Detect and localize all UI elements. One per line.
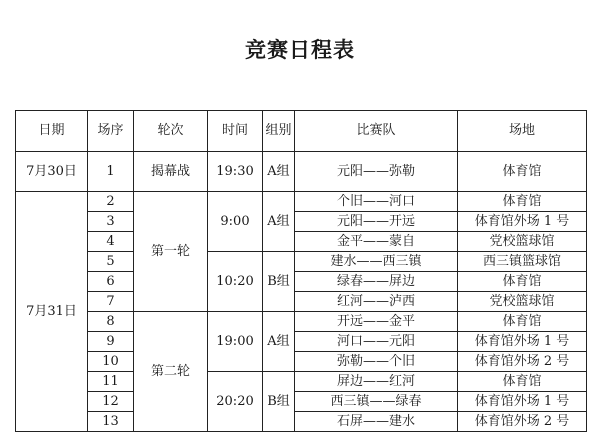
teams-cell: 屏边——红河 (295, 372, 458, 392)
teams-cell: 西三镇——绿春 (295, 392, 458, 412)
venue-cell: 体育馆外场 2 号 (458, 412, 587, 432)
teams-cell: 弥勒——个旧 (295, 352, 458, 372)
seq-cell: 6 (88, 272, 134, 292)
seq-cell: 1 (88, 152, 134, 192)
header-time: 时间 (208, 111, 263, 152)
date-cell: 7月30日 (16, 152, 88, 192)
venue-cell: 体育馆外场 1 号 (458, 392, 587, 412)
time-cell: 10:20 (208, 252, 263, 312)
table-row (16, 312, 587, 332)
header-row (16, 111, 587, 152)
schedule-table (15, 110, 587, 432)
seq-cell: 12 (88, 392, 134, 412)
teams-cell: 建水——西三镇 (295, 252, 458, 272)
table-row (16, 372, 587, 392)
seq-cell: 3 (88, 212, 134, 232)
header-date: 日期 (16, 111, 88, 152)
teams-cell: 元阳——弥勒 (295, 152, 458, 192)
header-teams: 比赛队 (295, 111, 458, 152)
time-cell: 19:00 (208, 312, 263, 372)
round-cell: 揭幕战 (134, 152, 208, 192)
seq-cell: 5 (88, 252, 134, 272)
seq-cell: 7 (88, 292, 134, 312)
venue-cell: 党校篮球馆 (458, 232, 587, 252)
table-row (16, 292, 587, 312)
header-round: 轮次 (134, 111, 208, 152)
table-row (16, 252, 587, 272)
teams-cell: 金平——蒙自 (295, 232, 458, 252)
teams-cell: 绿春——屏边 (295, 272, 458, 292)
table-row (16, 192, 587, 212)
table-row (16, 392, 587, 412)
group-cell: A组 (263, 152, 295, 192)
teams-cell: 个旧——河口 (295, 192, 458, 212)
table-row (16, 232, 587, 252)
time-cell: 9:00 (208, 192, 263, 252)
time-cell: 20:20 (208, 372, 263, 432)
venue-cell: 体育馆 (458, 372, 587, 392)
table-row (16, 212, 587, 232)
table-row (16, 412, 587, 432)
venue-cell: 体育馆外场 1 号 (458, 212, 587, 232)
teams-cell: 红河——泸西 (295, 292, 458, 312)
header-seq: 场序 (88, 111, 134, 152)
group-cell: B组 (263, 252, 295, 312)
group-cell: A组 (263, 192, 295, 252)
seq-cell: 10 (88, 352, 134, 372)
time-cell: 19:30 (208, 152, 263, 192)
venue-cell: 党校篮球馆 (458, 292, 587, 312)
teams-cell: 开远——金平 (295, 312, 458, 332)
header-venue: 场地 (458, 111, 587, 152)
venue-cell: 体育馆 (458, 272, 587, 292)
venue-cell: 西三镇篮球馆 (458, 252, 587, 272)
date-cell: 7月31日 (16, 192, 88, 432)
teams-cell: 河口——元阳 (295, 332, 458, 352)
header-group: 组别 (263, 111, 295, 152)
venue-cell: 体育馆 (458, 312, 587, 332)
teams-cell: 石屏——建水 (295, 412, 458, 432)
venue-cell: 体育馆外场 2 号 (458, 352, 587, 372)
group-cell: A组 (263, 312, 295, 372)
seq-cell: 13 (88, 412, 134, 432)
venue-cell: 体育馆 (458, 192, 587, 212)
table-row (16, 152, 587, 192)
seq-cell: 4 (88, 232, 134, 252)
page-title: 竞赛日程表 (245, 37, 355, 62)
teams-cell: 元阳——开远 (295, 212, 458, 232)
table-row (16, 272, 587, 292)
seq-cell: 2 (88, 192, 134, 212)
table-row (16, 332, 587, 352)
seq-cell: 8 (88, 312, 134, 332)
round-cell: 第一轮 (134, 192, 208, 312)
seq-cell: 11 (88, 372, 134, 392)
round-cell: 第二轮 (134, 312, 208, 432)
seq-cell: 9 (88, 332, 134, 352)
group-cell: B组 (263, 372, 295, 432)
table-row (16, 352, 587, 372)
venue-cell: 体育馆 (458, 152, 587, 192)
venue-cell: 体育馆外场 1 号 (458, 332, 587, 352)
